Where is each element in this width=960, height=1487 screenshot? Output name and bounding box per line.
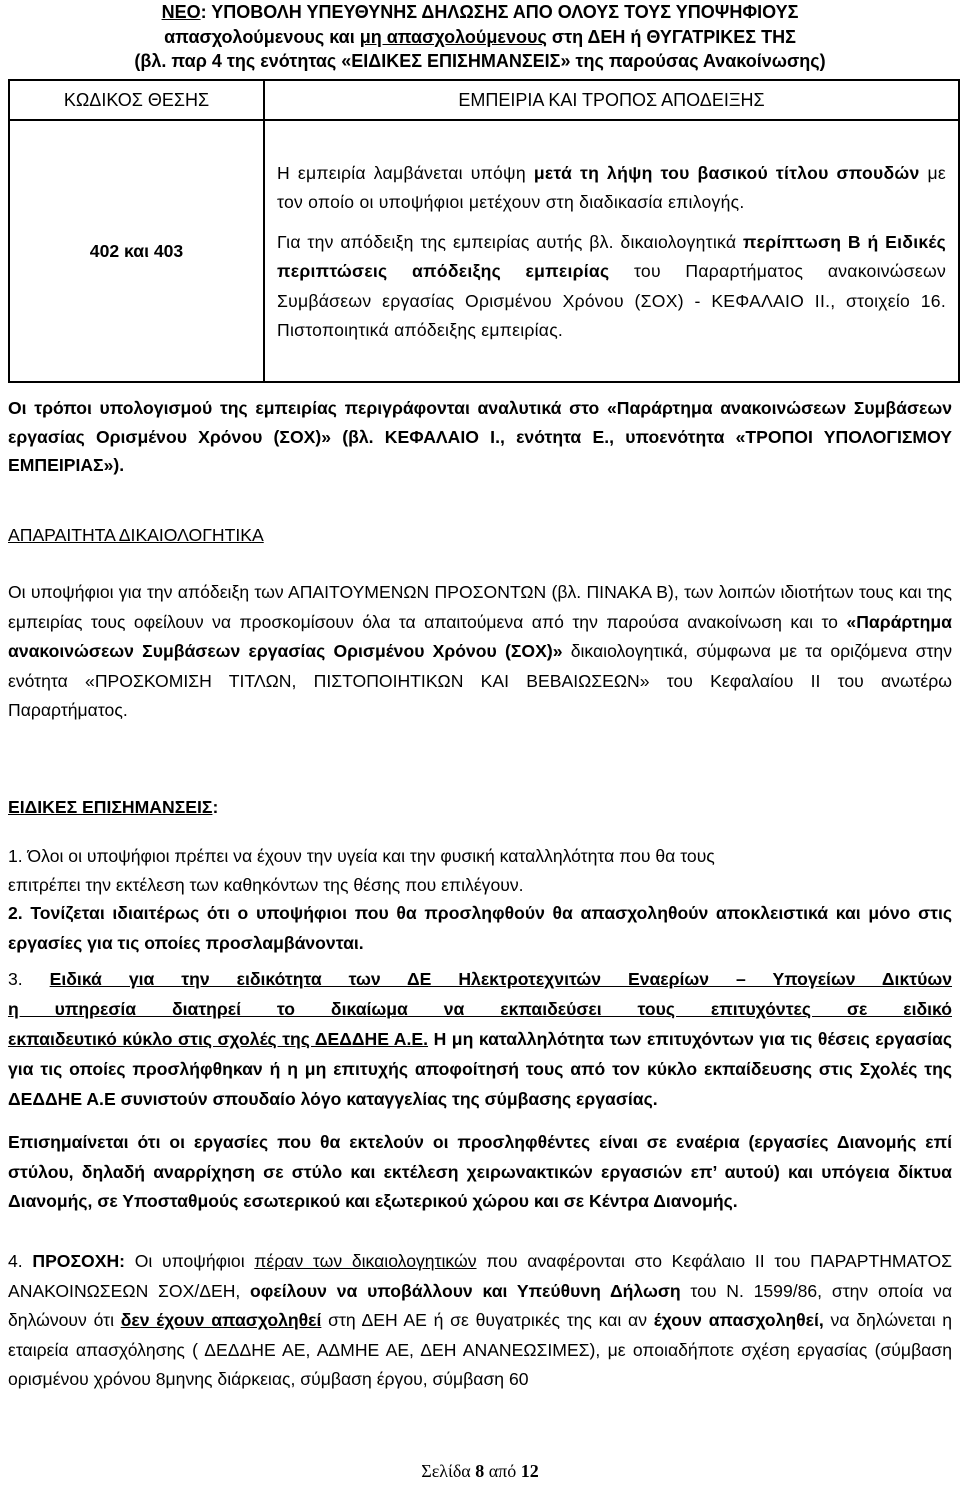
note-2: 2. Τονίζεται ιδιαιτέρως ότι ο υποψήφιοι που θα προσληφθούν θα απασχοληθούν αποκλειστικά και μόνο στις εργασίες για τις οποίες προσλαμβάνονται. [8, 903, 952, 953]
experience-paragraph-1: Η εμπειρία λαμβάνεται υπόψη μετά τη λήψη του βασικού τίτλου σπουδών με τον οποίο οι υποψήφιοι μετέχουν στη διαδικασία επιλογής. [277, 162, 946, 212]
position-code-cell: 402 και 403 [9, 120, 264, 382]
page-total: 12 [520, 1461, 539, 1481]
note-4: 4. ΠΡΟΣΟΧΗ: Οι υποψήφιοι πέραν των δικαιολογητικών που αναφέρονται στο Κεφάλαιο ΙΙ του ΠΑΡΑΡΤΗΜΑΤΟΣ ΑΝΑΚΟΙΝΩΣΕΩΝ ΣΟΧ/ΔΕΗ, οφείλουν να υποβάλλουν και Υπεύθυνη Δήλωση του Ν. 1599/86, στην οποία να δηλώνουν ότι δεν έχουν απασχοληθεί στη ΔΕΗ ΑΕ ή σε θυγατρικές της και αν έχουν απασχοληθεί, να δηλώνεται η εταιρεία απασχόλησης ( ΔΕΔΔΗΕ ΑΕ, ΑΔΜΗΕ ΑΕ, ΔΕΗ ΑΝΑΝΕΩΣΙΜΕΣ), με οποιαδήποτε σχέση εργασίας (σύμβαση ορισμένου χρόνου 8μηνης διάρκειας, σύμβαση έργου, σύμβαση 60 [8, 1251, 953, 1389]
note-3: 3. Ειδικά για την ειδικότητα των ΔΕ Ηλεκτροτεχνιτών Εναερίων – Υπογείων Δικτύων η υπηρεσία διατηρεί το δικαίωμα να εκπαιδεύσει τους επιτυχόντες σε ειδικό εκπαιδευτικό κύκλο στις σχολές της ΔΕΔΔΗΕ Α.Ε. Η μη καταλληλότητα των επιτυχόντων για τις θέσεις εργασίας για τις οποίες προσλήφθηκαν ή η μη επιτυχής αποφοίτησή τους από τον κύκλο εκπαίδευσης στις Σχολές της ΔΕΔΔΗΕ Α.Ε συνιστούν σπουδαίο λόγο καταγγελίας της σύμβασης εργασίας. [8, 969, 952, 1109]
experience-paragraph-2: Για την απόδειξη της εμπειρίας αυτής βλ. δικαιολογητικά περίπτωση Β ή Ειδικές περιπτώσεις απόδειξης εμπειρίας του Παραρτήματος ανακοινώσεων Συμβάσεων εργασίας Ορισμένου Χρόνου (ΣΟΧ) - ΚΕΦΑΛΑΙΟ ΙΙ., στοιχείο 16. Πιστοποιητικά απόδειξης εμπειρίας. [277, 231, 947, 340]
special-notes-heading: ΕΙΔΙΚΕΣ ΕΠΙΣΗΜΑΝΣΕΙΣ: [8, 797, 219, 817]
page-number: 8 [475, 1461, 485, 1481]
column-header-position-code: ΚΩΔΙΚΟΣ ΘΕΣΗΣ [9, 80, 264, 120]
note-1: 1. Όλοι οι υποψήφιοι πρέπει να έχουν την υγεία και την φυσική καταλληλότητα που θα τους επιτρέπει την εκτέλεση των καθηκόντων της θέσης που επιλέγουν. [8, 846, 715, 895]
new-label: ΝΕΟ [161, 2, 201, 22]
column-header-experience: ΕΜΠΕΙΡΙΑ ΚΑΙ ΤΡΟΠΟΣ ΑΠΟΔΕΙΞΗΣ [264, 80, 959, 120]
experience-table [8, 79, 960, 383]
calculation-note: Οι τρόποι υπολογισμού της εμπειρίας περιγράφονται αναλυτικά στο «Παράρτημα ανακοινώσεων Συμβάσεων εργασίας Ορισμένου Χρόνου (ΣΟΧ)» (βλ. ΚΕΦΑΛΑΙΟ Ι., ενότητα Ε., υποενότητα «ΤΡΟΠΟΙ ΥΠΟΛΟΓΙΣΜΟΥ ΕΜΠΕΙΡΙΑΣ»). [8, 398, 952, 475]
page-footer: Σελίδα 8 από 12 [421, 1461, 539, 1481]
required-docs-text: Οι υποψήφιοι για την απόδειξη των ΑΠΑΙΤΟΥΜΕΝΩΝ ΠΡΟΣΟΝΤΩΝ (βλ. ΠΙΝΑΚΑ Β), των λοιπών ιδιοτήτων τους και της εμπειρίας τους οφείλουν να προσκομίσουν όλα τα απαιτούμενα από την παρούσα ανακοίνωση και το «Παράρτημα ανακοινώσεων Συμβάσεων εργασίας Ορισμένου Χρόνου (ΣΟΧ)» δικαιολογητικά, σύμφωνα με τα οριζόμενα στην ενότητα «ΠΡΟΣΚΟΜΙΣΗ ΤΙΤΛΩΝ, ΠΙΣΤΟΠΟΙΗΤΙΚΩΝ ΚΑΙ ΒΕΒΑΙΩΣΕΩΝ» του Κεφαλαίου ΙΙ του ανωτέρω Παραρτήματος. [8, 582, 952, 720]
experience-cell [264, 120, 959, 382]
required-docs-heading: ΑΠΑΡΑΙΤΗΤΑ ΔΙΚΑΙΟΛΟΓΗΤΙΚΑ [8, 525, 264, 545]
notice-header: ΝΕΟ: ΥΠΟΒΟΛΗ ΥΠΕΥΘΥΝΗΣ ΔΗΛΩΣΗΣ ΑΠΟ ΟΛΟΥΣ ΤΟΥΣ ΥΠΟΨΗΦΙΟΥΣ απασχολούμενους και μη απασχολούμενους στη ΔΕΗ ή ΘΥΓΑΤΡΙΚΕΣ ΤΗΣ (βλ. παρ 4 της ενότητας «ΕΙΔΙΚΕΣ ΕΠΙΣΗΜΑΝΣΕΙΣ» της παρούσας Ανακοίνωσης) [134, 2, 826, 71]
note-3-paragraph-2: Επισημαίνεται ότι οι εργασίες που θα εκτελούν οι προσληφθέντες είναι σε εναέρια (εργασίες Διανομής επί στύλου, δηλαδή αναρρίχηση σε στύλο και εκτέλεση χειρωνακτικών εργασιών επ’ αυτού) και υπόγεια δίκτυα Διανομής, σε Υποσταθμούς εσωτερικού και εξωτερικού χώρου και σε Κέντρα Διανομής. [8, 1132, 952, 1211]
